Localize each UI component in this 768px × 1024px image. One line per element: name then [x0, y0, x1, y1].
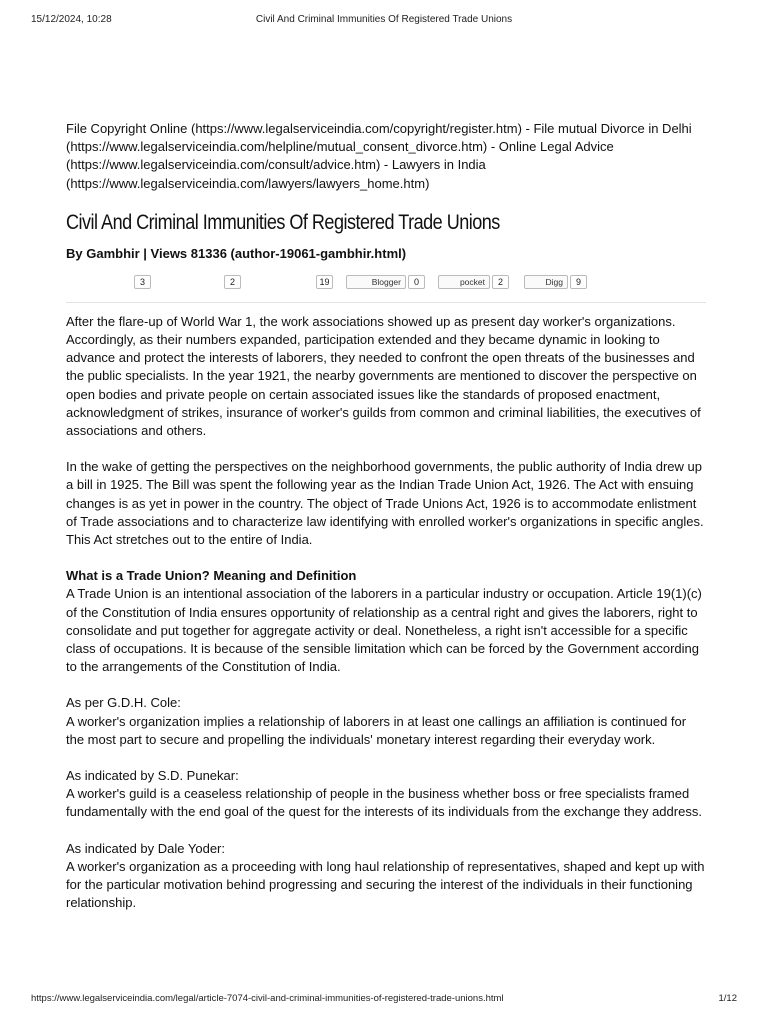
share-count-3: 19 [316, 275, 333, 289]
cole-text: A worker's organization implies a relationship of laborers in at least one callings an affiliation is continued for the most part to secure and propelling the individuals' monetary interest regarding their everyday work. [66, 713, 687, 747]
yoder-definition [66, 840, 706, 913]
paragraph-1: After the flare-up of World War 1, the work associations showed up as present day worker's organizations. Accordingly, as their numbers expanded, participation extended and they became dynamic in looking to advance and protect the interests of laborers, they needed to confront the open threats of the businesses and the public specialists. In the year 1921, the nearby governments are mentioned to discover the perspective on open bodies and private people on certain associated issues like the standards of proposed enactment, acknowledgment of strikes, insurance of worker's guilds from common and criminal liabilities, the executives of associations and others. [66, 313, 701, 439]
print-header [31, 14, 737, 28]
article-body [66, 313, 706, 913]
page-number: 1/12 [718, 993, 737, 1004]
print-url: https://www.legalserviceindia.com/legal/article-7074-civil-and-criminal-immunities-of-registered-trade-unions.html [31, 993, 504, 1004]
punekar-definition [66, 767, 706, 822]
digg-button[interactable]: Digg [524, 275, 568, 289]
pocket-button[interactable]: pocket [438, 275, 490, 289]
print-datetime: 15/12/2024, 10:28 [31, 14, 112, 25]
share-item-3[interactable] [314, 274, 333, 290]
yoder-text: A worker's organization as a proceeding with long haul relationship of representatives, shaped and kept up with for the particular motivation behind progressing and securing the interest of the individuals in their functioning relationship. [66, 858, 705, 911]
digg-share[interactable] [524, 274, 587, 290]
print-page-title: Civil And Criminal Immunities Of Registered Trade Unions [255, 14, 513, 25]
definition-section [66, 567, 706, 676]
article-title: Civil And Criminal Immunities Of Registered Trade Unions [66, 210, 500, 234]
blogger-share[interactable] [346, 274, 425, 290]
cole-definition [66, 694, 706, 749]
share-count-2: 2 [224, 275, 241, 289]
punekar-text: A worker's guild is a ceaseless relationship of people in the business whether boss or free specialists framed fundamentally with the end goal of the quest for the interests of its individuals from the exchange they address. [66, 786, 702, 820]
yoder-intro: As indicated by Dale Yoder: [66, 840, 225, 856]
paragraph-2: In the wake of getting the perspectives on the neighborhood governments, the public authority of India drew up a bill in 1925. The Bill was spent the following year as the Indian Trade Union Act, 1926. The Act with ensuing changes is as yet in power in the country. The object of Trade Unions Act, 1926 is to accommodate enlistment of Trade associations and to characterize law identifying with enrolled worker's organizations in specific angles. This Act stretches out to the entire of India. [66, 459, 704, 548]
paragraph-3: A Trade Union is an intentional association of the laborers in a particular industry or occupation. Article 19(1)(c) of the Constitution of India ensures opportunity of relationship as a central right and gives the laborers, right to consolidate and put together for aggregate activity or deal. Nonetheless, a right isn't accessible for a specific class of occupations. It is because of the sensible limitation which can be forced by the Government according to the arrangements of the Constitution of India. [66, 586, 702, 675]
digg-count: 9 [570, 275, 587, 289]
cole-intro: As per G.D.H. Cole: [66, 695, 181, 711]
pocket-share[interactable] [438, 274, 509, 290]
punekar-intro: As indicated by S.D. Punekar: [66, 768, 239, 784]
share-count-1: 3 [134, 275, 151, 289]
top-links[interactable]: File Copyright Online (https://www.legalserviceindia.com/copyright/register.htm) - File mutual Divorce in Delhi (https://www.legalserviceindia.com/helpline/mutual_consent_divorce.htm) - Online Legal Advice (https://www.legalserviceindia.com/consult/advice.htm) - Lawyers in India (https://www.legalserviceindia.com/lawyers/lawyers_home.htm) [66, 121, 692, 191]
article-byline[interactable]: By Gambhir | Views 81336 (author-19061-gambhir.html) [66, 245, 407, 261]
pocket-count: 2 [492, 275, 509, 289]
blogger-button[interactable]: Blogger [346, 275, 406, 289]
print-footer [31, 993, 737, 1007]
section-heading: What is a Trade Union? Meaning and Definition [66, 568, 357, 584]
share-item-1[interactable] [132, 274, 151, 290]
article-content [66, 120, 706, 931]
share-bar [66, 274, 706, 303]
share-item-2[interactable] [222, 274, 241, 290]
blogger-count: 0 [408, 275, 425, 289]
